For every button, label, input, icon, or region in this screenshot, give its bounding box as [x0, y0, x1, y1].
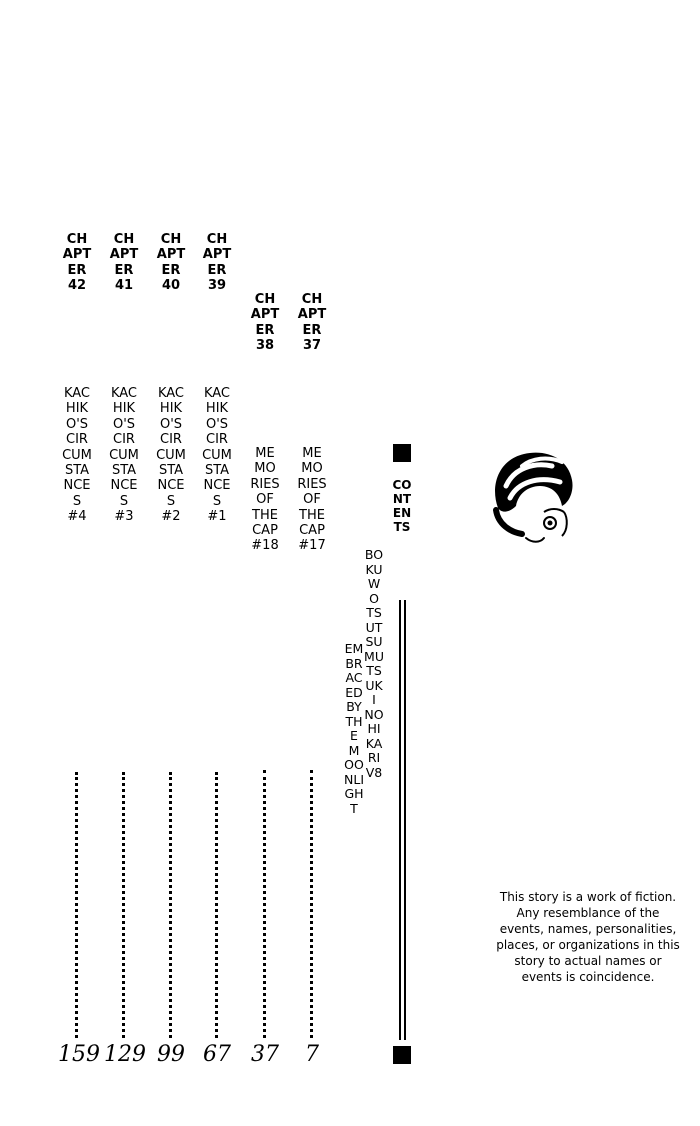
- series-subtitle: EMBRACED BY THE MOONLIGHT: [344, 641, 367, 816]
- chapter-title: MEMORIES OF THE CAP #18: [250, 446, 284, 554]
- chapter-title: KACHIKO'S CIRCUMSTANCES #3: [109, 386, 140, 525]
- page-number: 37: [251, 1042, 279, 1067]
- contents-top-marker: [393, 444, 411, 462]
- chapter-label: CHAPTER 38: [250, 292, 280, 354]
- leader-dots: [169, 772, 176, 1038]
- contents-bottom-marker: [393, 1046, 411, 1064]
- chapter-label: CHAPTER 41: [109, 232, 139, 294]
- page-number: 99: [157, 1042, 185, 1067]
- contents-rule-right: [404, 600, 406, 1040]
- page-number: 159: [58, 1042, 100, 1067]
- fiction-notice: This story is a work of fiction. Any resemblance of the events, names, personalities, places, or organizations in this story to actual names or events is coincidence.: [496, 890, 680, 984]
- leader-dots: [75, 772, 82, 1038]
- page-number: 129: [104, 1042, 146, 1067]
- chapter-title: KACHIKO'S CIRCUMSTANCES #1: [202, 386, 233, 525]
- series-title: BOKU WO TSUTSUMU TSUKI NO HIKARI V8: [364, 547, 388, 780]
- chapter-title: KACHIKO'S CIRCUMSTANCES #4: [62, 386, 93, 525]
- contents-label: CONTENTS: [392, 478, 412, 534]
- chapter-label: CHAPTER 40: [156, 232, 186, 294]
- leader-dots: [215, 772, 222, 1038]
- page-number: 67: [203, 1042, 231, 1067]
- contents-rule-left: [399, 600, 401, 1040]
- leader-dots: [310, 770, 317, 1038]
- chapter-title: MEMORIES OF THE CAP #17: [297, 446, 331, 554]
- chapter-label: CHAPTER 42: [62, 232, 92, 294]
- page-number: 7: [305, 1042, 319, 1067]
- leader-dots: [122, 772, 129, 1038]
- leader-dots: [263, 770, 270, 1038]
- stylized-hair-face-icon: [488, 446, 580, 546]
- chapter-label: CHAPTER 37: [297, 292, 327, 354]
- chapter-label: CHAPTER 39: [202, 232, 232, 294]
- chapter-title: KACHIKO'S CIRCUMSTANCES #2: [156, 386, 187, 525]
